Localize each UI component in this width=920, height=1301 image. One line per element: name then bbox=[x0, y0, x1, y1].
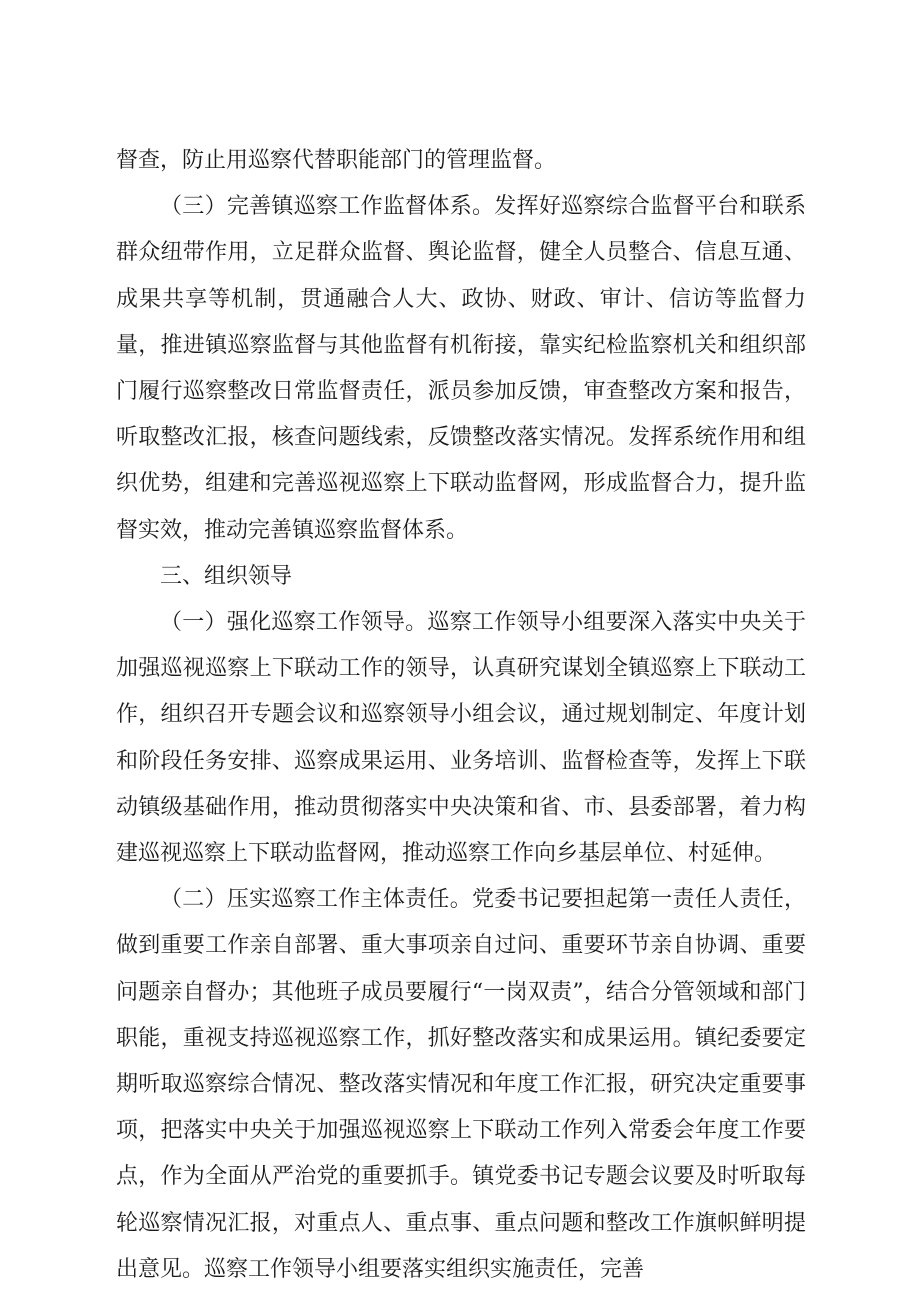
continuation-paragraph: 督查，防止用巡察代替职能部门的管理监督。 bbox=[116, 148, 557, 173]
section-heading-organization-leadership: 三、组织领导 bbox=[160, 563, 293, 589]
document-body bbox=[116, 138, 806, 1293]
paragraph-improve-supervision-system: （三）完善镇巡察工作监督体系。发挥好巡察综合监督平台和联系群众纽带作用，立足群众监督、舆论监督，健全人员整合、信息互通、成果共享等机制，贯通融合人大、政协、财政、审计、信访等监督力量，推进镇巡察监督与其他监督有机衔接，靠实纪检监察机关和组织部门履行巡察整改日常监督责任，派员参加反馈，审查整改方案和报告，听取整改汇报，核查问题线索，反馈整改落实情况。发挥系统作用和组织优势，组建和完善巡视巡察上下联动监督网，形成监督合力，提升监督实效，推动完善镇巡察监督体系。 bbox=[116, 194, 806, 543]
paragraph-strengthen-leadership: （一）强化巡察工作领导。巡察工作领导小组要深入落实中央关于加强巡视巡察上下联动工作的领导，认真研究谋划全镇巡察上下联动工作，组织召开专题会议和巡察领导小组会议，通过规划制定、年度计划和阶段任务安排、巡察成果运用、业务培训、监督检查等，发挥上下联动镇级基础作用，推动贯彻落实中央决策和省、市、县委部署，着力构建巡视巡察上下联动监督网，推动巡察工作向乡基层单位、村延伸。 bbox=[116, 610, 806, 867]
paragraph-main-responsibility: （二）压实巡察工作主体责任。党委书记要担起第一责任人责任，做到重要工作亲自部署、重大事项亲自过问、重要环节亲自协调、重要问题亲自督办；其他班子成员要履行“一岗双责”，结合分管领域和部门职能，重视支持巡视巡察工作，抓好整改落实和成果运用。镇纪委要定期听取巡察综合情况、整改落实情况和年度工作汇报，研究决定重要事项，把落实中央关于加强巡视巡察上下联动工作列入常委会年度工作要点，作为全面从严治党的重要抓手。镇党委书记专题会议要及时听取每轮巡察情况汇报，对重点人、重点事、重点问题和整改工作旗帜鲜明提出意见。巡察工作领导小组要落实组织实施责任，完善 bbox=[116, 887, 806, 1282]
